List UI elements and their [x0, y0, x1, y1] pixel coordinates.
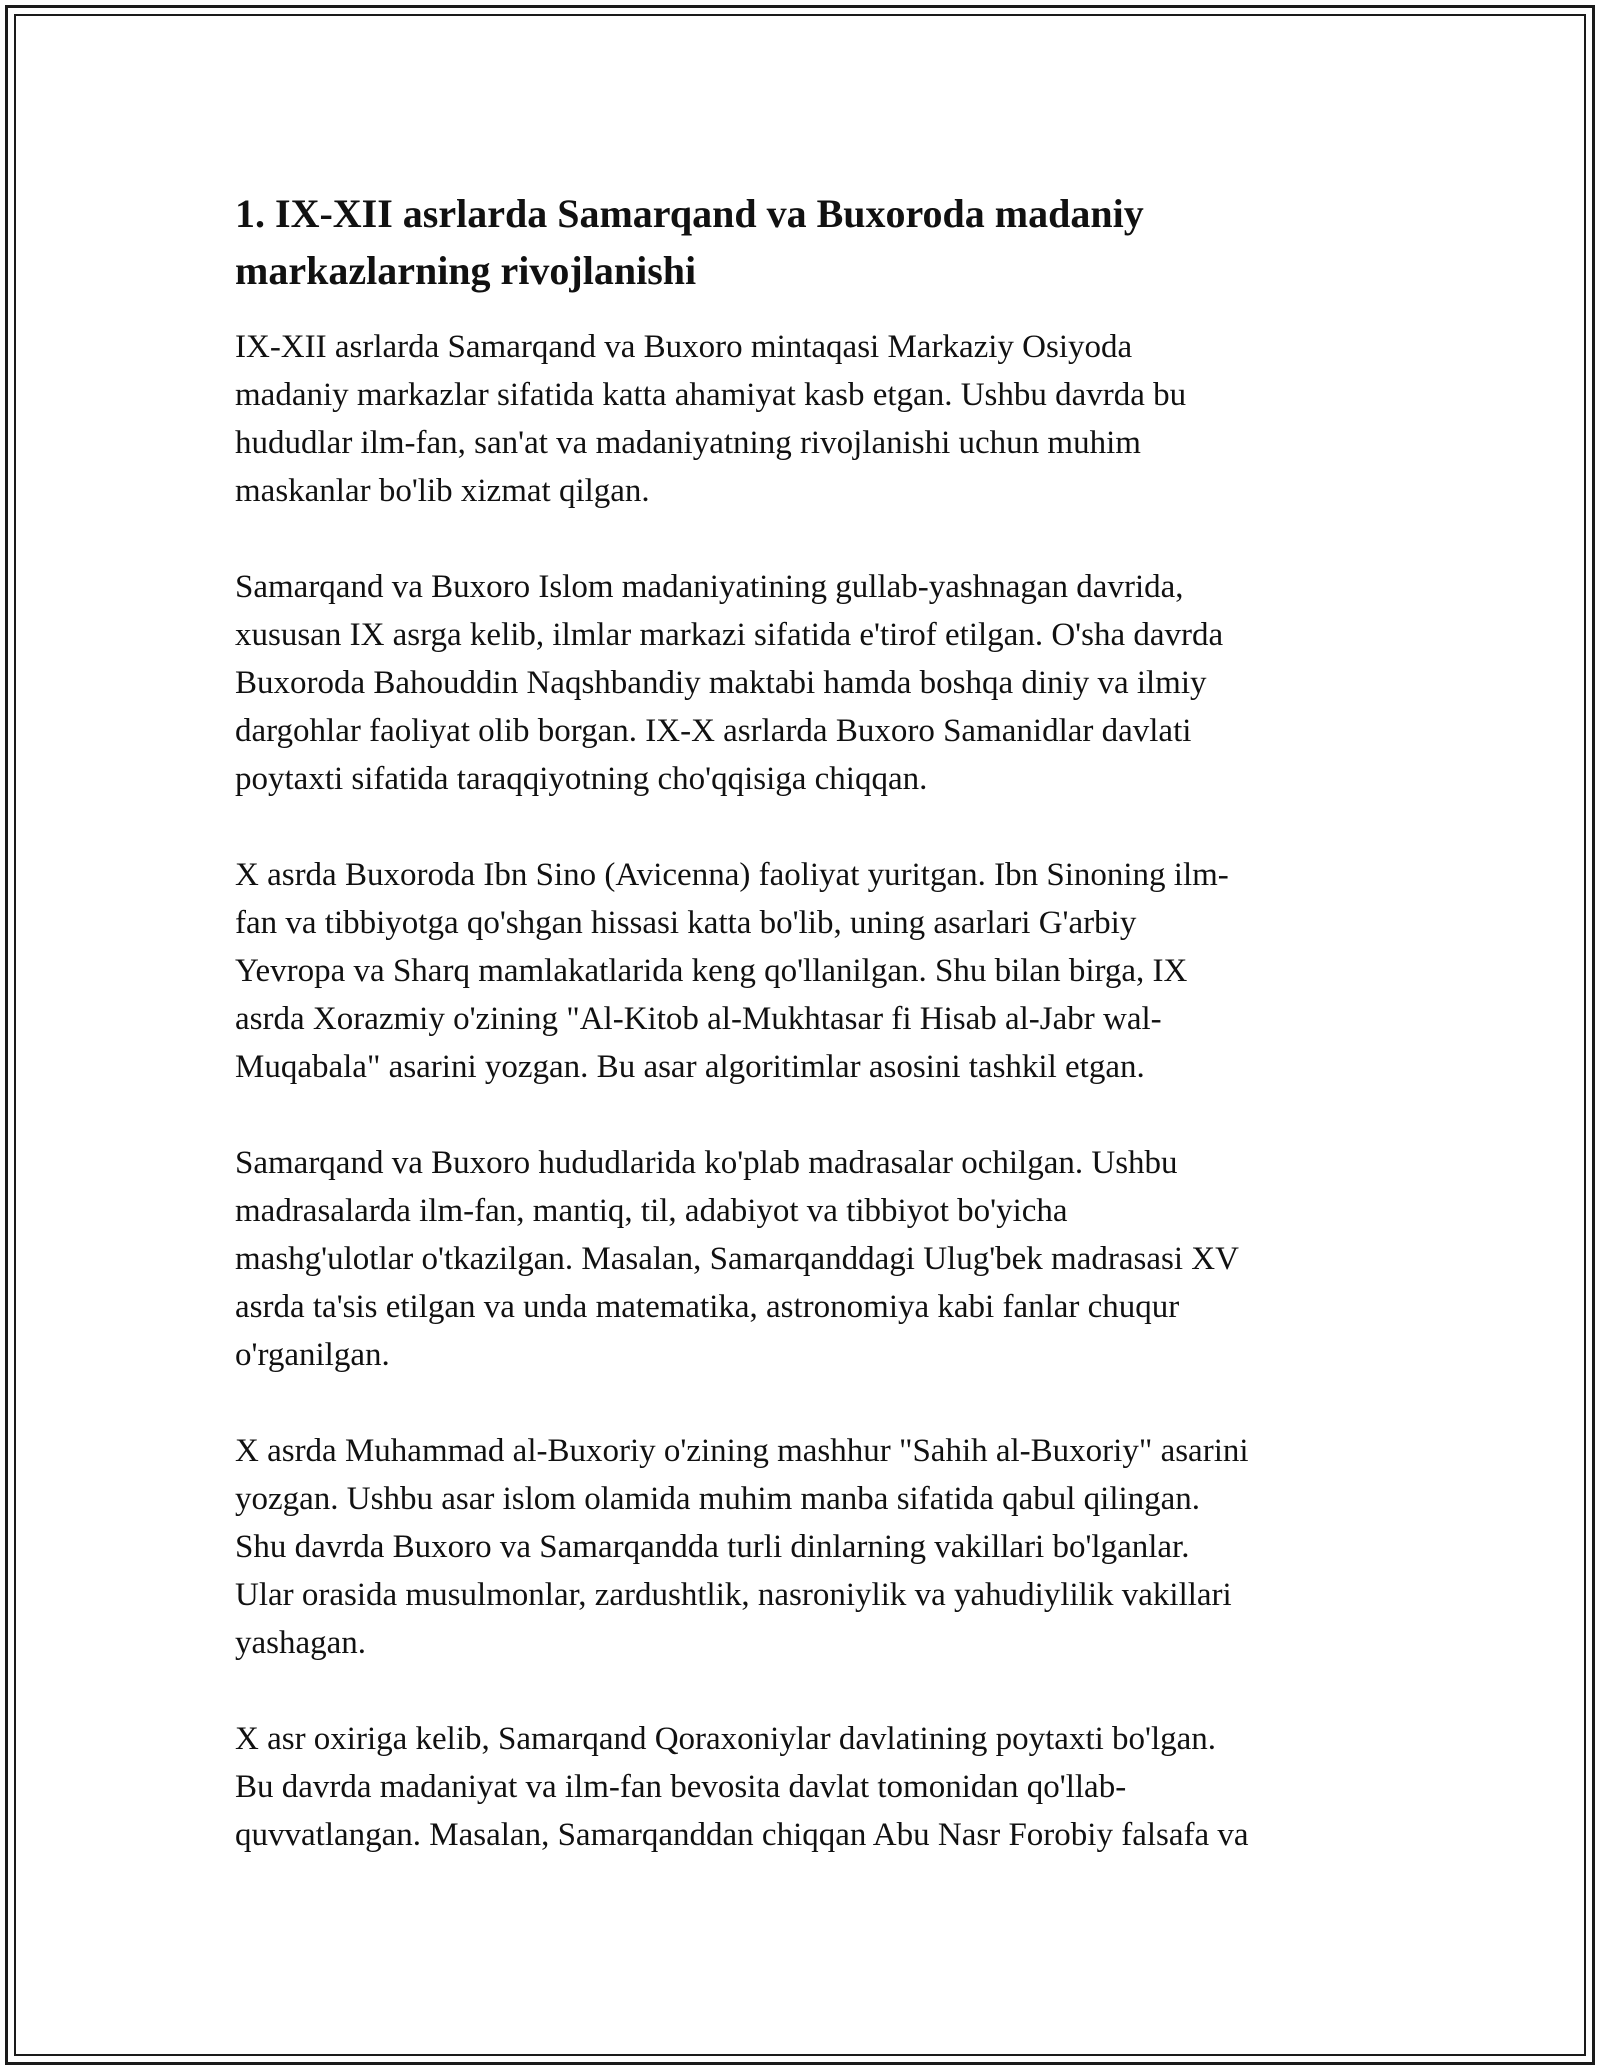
text-line: madaniy markazlar sifatida katta ahamiyat kasb etgan. Ushbu davrda bu — [235, 377, 1187, 413]
text-line: Buxoroda Bahouddin Naqshbandiy maktabi hamda boshqa diniy va ilmiy — [235, 665, 1207, 701]
heading-line: markazlarning rivojlanishi — [235, 248, 697, 293]
text-line: madrasalarda ilm-fan, mantiq, til, adabiyot va tibbiyot bo'yicha — [235, 1193, 1068, 1229]
text-line: X asr oxiriga kelib, Samarqand Qoraxoniylar davlatining poytaxti bo'lgan. — [235, 1721, 1217, 1757]
text-line: Samarqand va Buxoro hududlarida ko'plab madrasalar ochilgan. Ushbu — [235, 1145, 1178, 1181]
paragraph-2 — [235, 563, 1395, 803]
text-line: Muqabala" asarini yozgan. Bu asar algoritimlar asosini tashkil etgan. — [235, 1049, 1145, 1085]
text-line: Ular orasida musulmonlar, zardushtlik, nasroniylik va yahudiylilik vakillari — [235, 1577, 1232, 1613]
text-line: IX-XII asrlarda Samarqand va Buxoro mintaqasi Markaziy Osiyoda — [235, 329, 1133, 365]
text-line: quvvatlangan. Masalan, Samarqanddan chiqqan Abu Nasr Forobiy falsafa va — [235, 1817, 1249, 1853]
text-line: o'rganilgan. — [235, 1337, 390, 1373]
heading-line: 1. IX-XII asrlarda Samarqand va Buxoroda madaniy — [235, 191, 1144, 236]
text-line: maskanlar bo'lib xizmat qilgan. — [235, 473, 650, 509]
text-line: Yevropa va Sharq mamlakatlarida keng qo'llanilgan. Shu bilan birga, IX — [235, 953, 1188, 989]
paragraph-6 — [235, 1715, 1395, 1859]
paragraph-4 — [235, 1139, 1395, 1379]
text-line: X asrda Buxoroda Ibn Sino (Avicenna) faoliyat yuritgan. Ibn Sinoning ilm- — [235, 857, 1229, 893]
text-line: fan va tibbiyotga qo'shgan hissasi katta bo'lib, uning asarlari G'arbiy — [235, 905, 1137, 941]
paragraph-3 — [235, 851, 1395, 1091]
text-line: mashg'ulotlar o'tkazilgan. Masalan, Samarqanddagi Ulug'bek madrasasi XV — [235, 1241, 1239, 1277]
text-line: yozgan. Ushbu asar islom olamida muhim manba sifatida qabul qilingan. — [235, 1481, 1201, 1517]
text-line: asrda Xorazmiy o'zining "Al-Kitob al-Mukhtasar fi Hisab al-Jabr wal- — [235, 1001, 1162, 1037]
text-line: asrda ta'sis etilgan va unda matematika, astronomiya kabi fanlar chuqur — [235, 1289, 1180, 1325]
text-line: xususan IX asrga kelib, ilmlar markazi sifatida e'tirof etilgan. O'sha davrda — [235, 617, 1224, 653]
paragraph-1 — [235, 323, 1395, 515]
text-line: yashagan. — [235, 1625, 367, 1661]
text-line: Samarqand va Buxoro Islom madaniyatining gullab-yashnagan davrida, — [235, 569, 1184, 605]
section-heading — [235, 185, 1395, 299]
text-line: poytaxti sifatida taraqqiyotning cho'qqisiga chiqqan. — [235, 761, 928, 797]
text-line: Bu davrda madaniyat va ilm-fan bevosita davlat tomonidan qo'llab- — [235, 1769, 1127, 1805]
text-line: Shu davrda Buxoro va Samarqandda turli dinlarning vakillari bo'lganlar. — [235, 1529, 1190, 1565]
text-line: hududlar ilm-fan, san'at va madaniyatning rivojlanishi uchun muhim — [235, 425, 1141, 461]
document-body — [235, 185, 1395, 1907]
paragraph-5 — [235, 1427, 1395, 1667]
text-line: X asrda Muhammad al-Buxoriy o'zining mashhur "Sahih al-Buxoriy" asarini — [235, 1433, 1249, 1469]
text-line: dargohlar faoliyat olib borgan. IX-X asrlarda Buxoro Samanidlar davlati — [235, 713, 1192, 749]
